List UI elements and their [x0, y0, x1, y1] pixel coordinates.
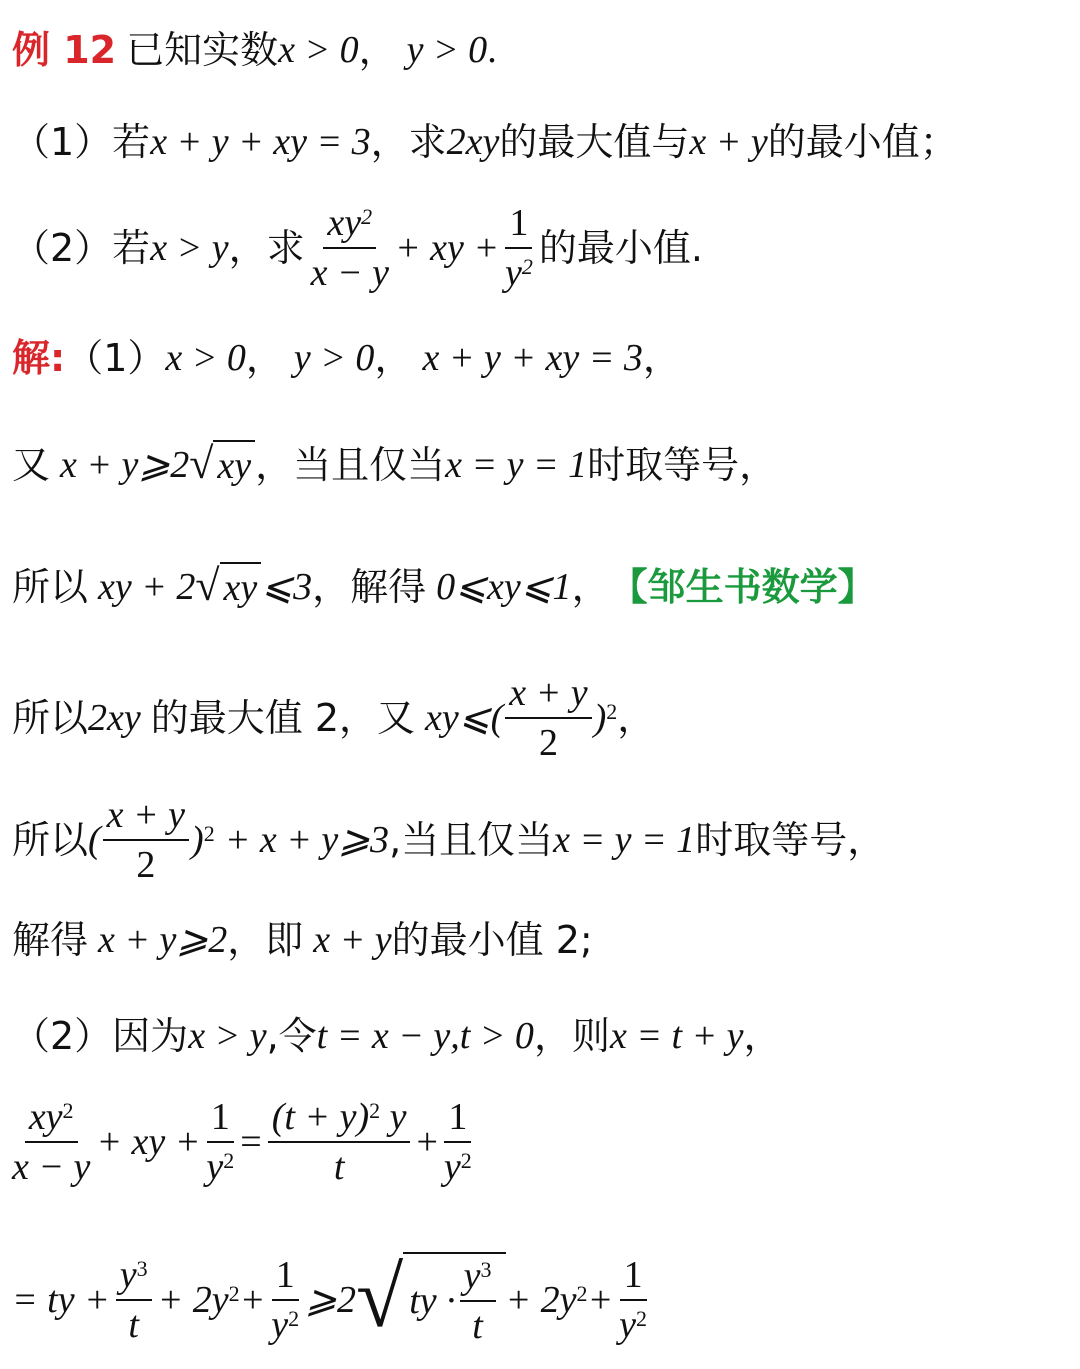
condition-x: x > 0	[278, 29, 359, 71]
comma: ，	[358, 28, 397, 72]
math-text: x + y	[313, 919, 392, 961]
cjk-text: 时取等号，	[695, 818, 886, 862]
exponent: 2	[203, 821, 215, 846]
part2-condition: x > y	[150, 227, 229, 269]
exponent: 2	[228, 1281, 240, 1306]
math-text: x = t + y	[609, 1015, 744, 1057]
comma: ，	[743, 1014, 782, 1058]
solution-label: 解:	[12, 336, 66, 380]
cjk-text: （2）因为	[12, 1014, 189, 1058]
solution-part-label: （1）	[65, 336, 166, 380]
solution-line-2	[12, 440, 1068, 490]
cjk-text: 解得	[12, 918, 89, 962]
cjk-text: 所以	[12, 696, 89, 740]
math-text: ⩽3	[261, 566, 313, 608]
fraction-1-over-y2: $\frac{1}{y^2}$	[271, 1254, 300, 1346]
math-text: + x + y⩾3	[224, 819, 390, 861]
part1-ask-text: ，求	[370, 120, 447, 164]
cjk-text: ,令	[266, 1014, 317, 1058]
solution-line-7	[12, 1012, 1068, 1060]
cjk-text: ，即	[227, 918, 304, 962]
cjk-text: 时取等号，	[587, 443, 778, 487]
math-text: y > 0	[293, 337, 375, 379]
solution-line-3	[12, 562, 1068, 612]
solution-line-4	[12, 670, 1068, 766]
cjk-text: ，解得	[312, 565, 427, 609]
cjk-text: 又	[12, 443, 51, 487]
fraction-1-over-y2: $\frac{1}{y^2}$	[443, 1096, 472, 1188]
part1-ask-text-3: 的最小值；	[767, 120, 958, 164]
part2-middle-terms: + xy +	[394, 227, 499, 269]
fraction-x-plus-y-over-2: $\frac{x + y}{2}$	[505, 671, 591, 765]
math-text: +	[587, 1279, 614, 1321]
fraction-xy2-over-x-minus-y: $\frac{xy^2}{x - y}$	[310, 202, 389, 294]
fraction-1-over-y2: $\frac{1}{y^2}$	[504, 202, 533, 294]
comma: ，	[374, 336, 413, 380]
part1-label: （1）若	[12, 120, 151, 164]
solution-line-1	[12, 334, 1068, 382]
math-text: t = x − y	[316, 1015, 451, 1057]
sqrt-ty-times-y3-over-t: √ ty · $\frac{y^3}{t}$	[356, 1252, 506, 1348]
part2-tail-text: 的最小值.	[538, 226, 703, 270]
cjk-text: ，则	[533, 1014, 610, 1058]
comma: ，	[642, 336, 681, 380]
cjk-text: 所以	[12, 565, 89, 609]
fraction-1-over-y2: $\frac{1}{y^2}$	[206, 1096, 235, 1188]
period: .	[487, 29, 497, 71]
math-text: ,	[450, 1015, 460, 1057]
math-text: x > y	[188, 1015, 267, 1057]
cjk-text: 的最小值 2;	[391, 918, 593, 962]
plus-sign: +	[416, 1121, 438, 1163]
math-text: + 2y	[157, 1279, 229, 1321]
watermark-text: 【邹生书数学】	[609, 565, 876, 609]
math-text: )	[191, 819, 204, 861]
part1-ask-text-2: 的最大值与	[499, 120, 690, 164]
exponent: 2	[606, 699, 618, 724]
comma: ，	[245, 336, 284, 380]
math-text: + 2y	[505, 1279, 577, 1321]
part1-expr-2xy: 2xy	[446, 121, 500, 163]
math-text: x = y = 1	[553, 819, 696, 861]
solution-line-6	[12, 916, 1068, 964]
fraction-y3-over-t: $\frac{y^3}{t}$	[116, 1253, 152, 1347]
math-text: x + y + xy = 3	[422, 337, 643, 379]
math-text: = ty +	[12, 1279, 110, 1321]
math-text: 0⩽xy⩽1	[436, 566, 572, 608]
cjk-text: 所以	[12, 818, 89, 862]
math-text: ⩾2	[305, 1279, 356, 1321]
solution-line-5	[12, 792, 1068, 888]
math-text: x = y = 1	[445, 444, 588, 486]
math-text: x > 0	[165, 337, 246, 379]
math-text: )	[593, 697, 607, 739]
part2-label: （2）若	[12, 226, 151, 270]
comma: ，	[617, 696, 656, 740]
cjk-text: ,当且仅当	[389, 818, 554, 862]
fraction-t-plus-y-squared-y-over-t: $\frac{(t + y)^2 y}{t}$	[268, 1095, 411, 1189]
sqrt-xy: √ xy	[195, 562, 261, 612]
example-statement	[12, 26, 1068, 74]
part2-ask-text: ，求	[228, 226, 305, 270]
math-text: x + y⩾2	[60, 444, 190, 486]
statement-text: 已知实数	[126, 28, 279, 72]
example-label: 例 12	[12, 28, 117, 72]
question-part-1	[12, 118, 1068, 166]
cjk-text: ，当且仅当	[255, 443, 446, 487]
solution-line-8	[12, 1092, 1068, 1192]
question-part-2	[12, 196, 1068, 300]
condition-y: y > 0	[406, 29, 488, 71]
math-text: x + y⩾2	[98, 919, 228, 961]
math-text: 2xy	[88, 697, 141, 739]
math-text: + xy +	[96, 1121, 201, 1163]
part1-expr-x-plus-y: x + y	[689, 121, 768, 163]
fraction-xy2-over-x-minus-y: $\frac{xy^2}{x - y}$	[12, 1096, 91, 1188]
math-text: xy⩽(	[425, 697, 504, 739]
solution-line-9	[12, 1244, 1068, 1356]
math-text: t > 0	[459, 1015, 534, 1057]
cjk-text: 的最大值 2，又	[150, 696, 416, 740]
part1-condition: x + y + xy = 3	[150, 121, 371, 163]
equals-sign: =	[240, 1121, 262, 1163]
math-text: xy + 2	[98, 566, 196, 608]
fraction-x-plus-y-over-2: $\frac{x + y}{2}$	[103, 793, 189, 887]
sqrt-xy: √ xy	[189, 440, 255, 490]
math-text: +	[239, 1279, 266, 1321]
fraction-1-over-y2: $\frac{1}{y^2}$	[619, 1254, 648, 1346]
exponent: 2	[576, 1281, 588, 1306]
comma: ，	[571, 565, 610, 609]
math-text: (	[88, 819, 101, 861]
